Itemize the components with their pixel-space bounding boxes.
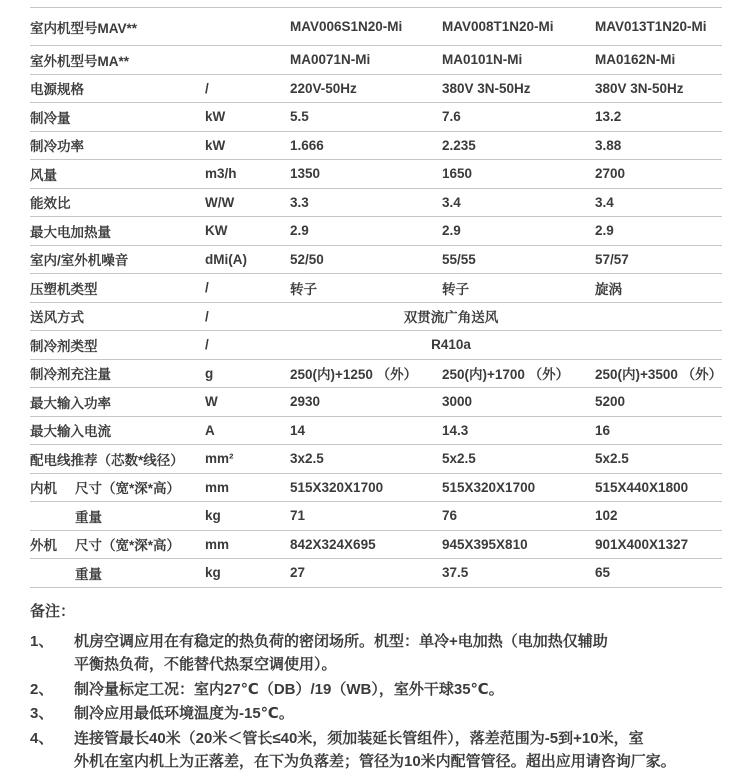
spec-unit: dMi(A) [205, 251, 247, 267]
spec-unit: W/W [205, 194, 235, 210]
notes-title: 备注： [30, 602, 76, 620]
spec-value: 102 [595, 508, 618, 524]
note-item [30, 678, 722, 702]
spec-unit: kg [205, 508, 221, 524]
spec-label [30, 563, 205, 583]
spec-value: 380V 3N-50Hz [442, 80, 531, 96]
spec-label: 最大输入电流 [30, 424, 111, 440]
spec-label: 制冷量 [30, 110, 71, 126]
spec-value: MA0162N-Mi [595, 52, 676, 68]
spec-unit: KW [205, 223, 228, 239]
spec-value: 2930 [290, 394, 321, 410]
spec-value: 52/50 [290, 251, 324, 267]
spec-value: 842X324X695 [290, 536, 376, 552]
spec-value: 5.5 [290, 109, 309, 125]
note-line: 机房空调应用在有稳定的热负荷的密闭场所。机型：单冷+电加热（电加热仅辅助 [74, 632, 608, 650]
spec-value: 3.88 [595, 137, 622, 153]
spec-unit: kg [205, 565, 221, 581]
spec-unit: / [205, 337, 209, 353]
spec-value: 转子 [290, 281, 317, 297]
spec-value: 2.235 [442, 137, 476, 153]
spec-value: 57/57 [595, 251, 629, 267]
note-line: 制冷量标定工况：室内27℃（DB）/19（WB），室外干球35℃。 [74, 680, 504, 698]
note-number: 4、 [30, 729, 54, 747]
spec-label: 电源规格 [30, 82, 84, 98]
spec-value: 515X320X1700 [442, 479, 536, 495]
table-row [30, 75, 722, 104]
table-row [30, 246, 722, 275]
spec-sublabel: 重量 [75, 509, 102, 525]
note-line: 平衡热负荷，不能替代热泵空调使用）。 [74, 656, 337, 673]
spec-unit: W [205, 394, 218, 410]
note-item [30, 630, 722, 677]
spec-value: 1650 [442, 166, 473, 182]
spec-label: 制冷剂类型 [30, 338, 98, 354]
spec-label: 室内/室外机噪音 [30, 253, 129, 269]
spec-value: MAV008T1N20-Mi [442, 19, 554, 34]
table-row [30, 103, 722, 132]
spec-label: 最大电加热量 [30, 224, 111, 240]
spec-value: 5x2.5 [595, 451, 629, 467]
spec-unit: mm [205, 479, 230, 495]
spec-unit: A [205, 422, 215, 438]
spec-value: 2.9 [595, 223, 614, 239]
spec-value: 65 [595, 565, 611, 581]
table-row [30, 417, 722, 446]
spec-value: 250(内)+1700 （外） [442, 367, 570, 383]
spec-label [30, 534, 205, 554]
spec-value: 2.9 [290, 223, 309, 239]
table-row [30, 46, 722, 75]
spec-sublabel: 重量 [75, 566, 102, 582]
note-line: 制冷应用最低环境温度为-15℃。 [74, 705, 294, 722]
spec-value: 16 [595, 422, 611, 438]
spec-sublabel: 尺寸（宽*深*高） [75, 481, 181, 497]
table-row [30, 303, 722, 332]
spec-label [30, 477, 205, 497]
spec-label: 送风方式 [30, 310, 84, 326]
note-item [30, 702, 722, 726]
spec-unit: / [205, 308, 209, 324]
note-number: 3、 [30, 705, 54, 722]
table-row [30, 502, 722, 531]
group-label: 外机 [30, 538, 57, 554]
spec-value: 250(内)+1250 （外） [290, 367, 418, 383]
spec-value: 旋涡 [595, 281, 622, 297]
spec-sheet [30, 7, 722, 774]
spec-label: 室外机型号MA** [30, 53, 130, 69]
table-row [30, 189, 722, 218]
spec-value: 901X400X1327 [595, 536, 689, 552]
table-row [30, 445, 722, 474]
spec-label: 压塑机类型 [30, 281, 98, 297]
spec-value: 2.9 [442, 223, 461, 239]
spec-value: 220V-50Hz [290, 80, 357, 96]
spec-unit: kW [205, 109, 226, 125]
notes-list [30, 630, 722, 774]
table-row [30, 388, 722, 417]
spec-value: 27 [290, 565, 306, 581]
spec-value: 515X320X1700 [290, 479, 384, 495]
spec-unit: / [205, 280, 209, 296]
spec-value: 14 [290, 422, 306, 438]
spec-value: 5x2.5 [442, 451, 476, 467]
spec-value: 1.666 [290, 137, 324, 153]
table-row [30, 8, 722, 46]
spec-sublabel: 尺寸（宽*深*高） [75, 538, 181, 554]
note-line: 连接管最长40米（20米＜管长≤40米，须加装延长管组件），落差范围为-5到+10米，室 [74, 729, 644, 747]
spec-value: 3.4 [595, 194, 614, 210]
note-line: 外机在室内机上为正落差，在下为负落差；管径为10米内配管管径。超出应用请咨询厂家。 [74, 753, 676, 770]
spec-value: 1350 [290, 166, 321, 182]
spec-value: MA0071N-Mi [290, 52, 371, 68]
spec-value: MA0101N-Mi [442, 52, 523, 68]
spec-value: 55/55 [442, 251, 476, 267]
spec-label: 最大输入功率 [30, 395, 111, 411]
spec-value: 380V 3N-50Hz [595, 80, 684, 96]
table-row [30, 160, 722, 189]
spec-unit: g [205, 365, 214, 381]
group-label: 内机 [30, 481, 57, 497]
spec-unit: m3/h [205, 166, 237, 182]
spec-value: 5200 [595, 394, 626, 410]
spec-value: 250(内)+3500 （外） [595, 367, 723, 383]
spec-value: 3.4 [442, 194, 461, 210]
table-row [30, 274, 722, 303]
spec-value: MAV013T1N20-Mi [595, 19, 707, 34]
table-row [30, 217, 722, 246]
spec-value: 71 [290, 508, 306, 524]
spec-unit: / [205, 80, 209, 96]
spec-unit: mm [205, 536, 230, 552]
spec-label: 风量 [30, 167, 57, 183]
table-row [30, 474, 722, 503]
spec-value: MAV006S1N20-Mi [290, 19, 403, 34]
spec-value: 3000 [442, 394, 473, 410]
note-number: 2、 [30, 680, 54, 698]
spec-span-value: R410a [431, 337, 471, 353]
spec-value: 37.5 [442, 565, 469, 581]
spec-value: 3x2.5 [290, 451, 324, 467]
table-row [30, 559, 722, 588]
spec-value: 3.3 [290, 194, 309, 210]
notes-section [30, 601, 722, 774]
spec-span-value: 双贯流广角送风 [403, 310, 499, 326]
spec-table [30, 7, 722, 588]
spec-label: 制冷功率 [30, 139, 84, 155]
spec-label [30, 506, 205, 526]
table-row [30, 331, 722, 360]
spec-value: 2700 [595, 166, 626, 182]
spec-value: 14.3 [442, 422, 469, 438]
table-row [30, 531, 722, 560]
spec-label: 制冷剂充注量 [30, 367, 111, 383]
spec-label: 配电线推荐（芯数*线径） [30, 452, 184, 468]
spec-value: 515X440X1800 [595, 479, 689, 495]
spec-value: 13.2 [595, 109, 622, 125]
table-row [30, 132, 722, 161]
spec-label: 室内机型号MAV** [30, 20, 138, 36]
note-number: 1、 [30, 632, 54, 650]
spec-value: 7.6 [442, 109, 461, 125]
spec-value: 76 [442, 508, 458, 524]
spec-label: 能效比 [30, 196, 71, 212]
table-row [30, 360, 722, 389]
spec-value: 转子 [442, 281, 469, 297]
note-item [30, 727, 722, 774]
spec-unit: kW [205, 137, 226, 153]
spec-value: 945X395X810 [442, 536, 528, 552]
spec-unit: mm² [205, 451, 234, 467]
